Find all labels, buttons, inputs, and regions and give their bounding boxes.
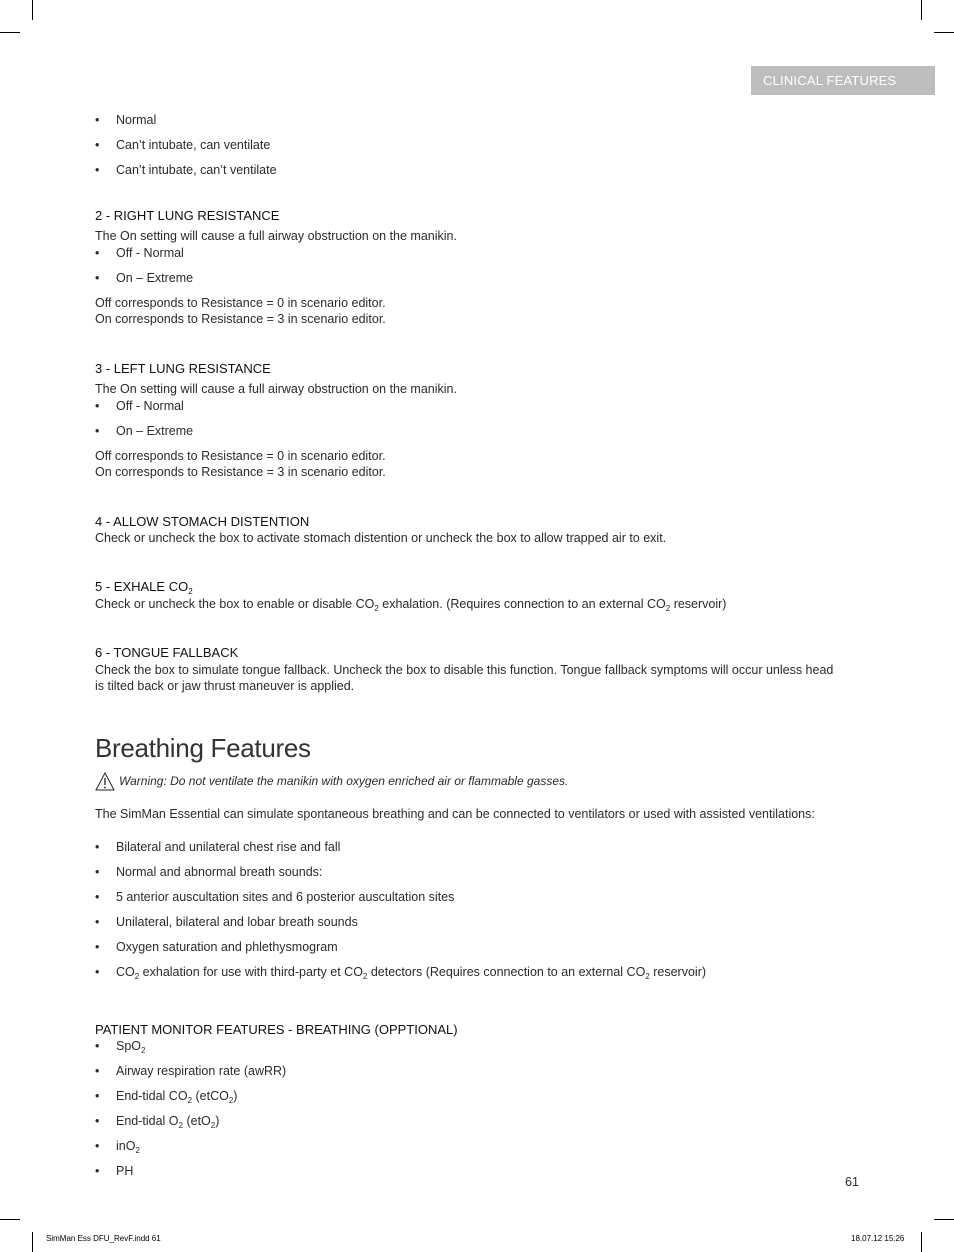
paragraph: Check or uncheck the box to activate stomach distention or uncheck the box to allow trapped air to exit. bbox=[95, 531, 667, 545]
crop-mark bbox=[32, 0, 33, 20]
paragraph: Off corresponds to Resistance = 0 in scenario editor. bbox=[95, 449, 386, 463]
section-heading: 6 - TONGUE FALLBACK bbox=[95, 645, 239, 660]
section-tab: CLINICAL FEATURES bbox=[751, 66, 935, 95]
footer-timestamp: 18.07.12 15:26 bbox=[851, 1234, 905, 1243]
warning-text: Warning: Do not ventilate the manikin with oxygen enriched air or flammable gasses. bbox=[119, 774, 569, 788]
paragraph: is tilted back or jaw thrust maneuver is applied. bbox=[95, 679, 355, 693]
paragraph: The SimMan Essential can simulate spontaneous breathing and can be connected to ventilators or used with assisted ventilations: bbox=[95, 807, 815, 821]
section-heading: PATIENT MONITOR FEATURES - BREATHING (OPPTIONAL) bbox=[95, 1022, 458, 1037]
footer-filename: SimMan Ess DFU_RevF.indd 61 bbox=[46, 1234, 161, 1243]
paragraph: The On setting will cause a full airway obstruction on the manikin. bbox=[95, 382, 457, 396]
section-heading: 4 - ALLOW STOMACH DISTENTION bbox=[95, 514, 310, 529]
section-heading: 2 - RIGHT LUNG RESISTANCE bbox=[95, 208, 280, 223]
crop-mark bbox=[921, 1232, 922, 1252]
paragraph: Check the box to simulate tongue fallback. Uncheck the box to disable this function. Tongue fallback symptoms will occur unless head bbox=[95, 663, 834, 677]
paragraph: Off corresponds to Resistance = 0 in scenario editor. bbox=[95, 296, 386, 310]
paragraph: On corresponds to Resistance = 3 in scenario editor. bbox=[95, 465, 386, 479]
paragraph: The On setting will cause a full airway obstruction on the manikin. bbox=[95, 229, 457, 243]
crop-mark bbox=[0, 32, 20, 33]
paragraph: On corresponds to Resistance = 3 in scenario editor. bbox=[95, 312, 386, 326]
crop-mark bbox=[32, 1232, 33, 1252]
paragraph: Check or uncheck the box to enable or disable $CO_2$ exhalation. (Requires connection to an external $CO_2$ reservoir) bbox=[95, 597, 727, 613]
crop-mark bbox=[0, 1219, 20, 1220]
crop-mark bbox=[934, 32, 954, 33]
crop-mark bbox=[921, 0, 922, 20]
section-heading: 3 - LEFT LUNG RESISTANCE bbox=[95, 361, 271, 376]
warning-icon bbox=[95, 772, 115, 791]
page-title: Breathing Features bbox=[95, 733, 311, 763]
crop-mark bbox=[934, 1219, 954, 1220]
section-heading: 5 - EXHALE $CO_2$ bbox=[95, 579, 193, 596]
page-number: 61 bbox=[845, 1175, 859, 1189]
